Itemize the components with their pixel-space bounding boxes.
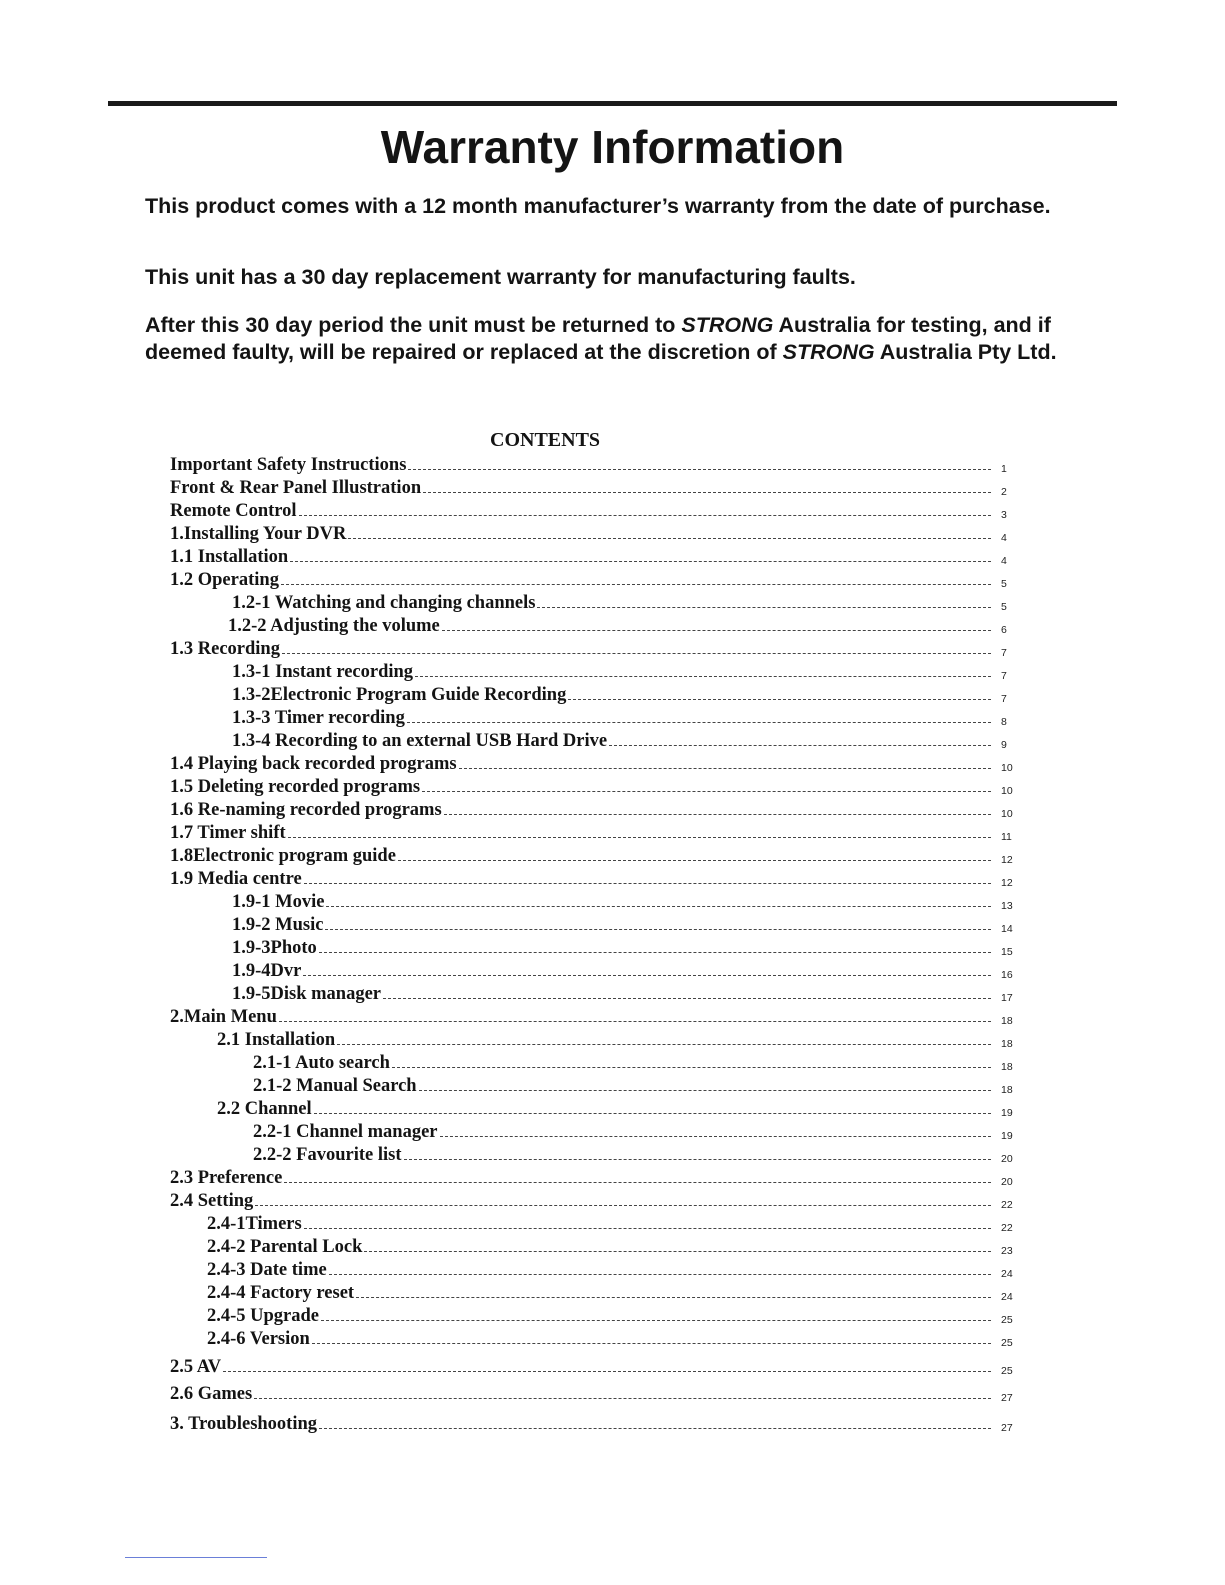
toc-entry[interactable] <box>170 500 1007 522</box>
toc-entry-label: 1.8Electronic program guide <box>170 846 396 866</box>
toc-page-number: 7 <box>1001 670 1007 682</box>
toc-page-number: 1 <box>1001 463 1007 475</box>
toc-dot-leader <box>314 1113 991 1114</box>
toc-page-number: 13 <box>1001 900 1013 912</box>
toc-entry-label: 2.2 Channel <box>217 1099 312 1119</box>
toc-entry-label: 1.3-2Electronic Program Guide Recording <box>232 685 567 705</box>
warranty-text: Australia for testing, and if deemed faulty, will be repaired or replaced at the discretion of <box>145 313 1051 364</box>
toc-entry-label: Important Safety Instructions <box>170 455 407 475</box>
toc-dot-leader <box>284 1182 991 1183</box>
toc-entry-label: 2.2-1 Channel manager <box>253 1122 438 1142</box>
toc-entry[interactable] <box>232 937 1013 959</box>
toc-entry[interactable] <box>207 1236 1013 1258</box>
toc-entry[interactable] <box>170 822 1012 844</box>
toc-page-number: 27 <box>1001 1422 1013 1434</box>
toc-dot-leader <box>326 906 991 907</box>
toc-entry[interactable] <box>170 845 1013 867</box>
warranty-text: Australia Pty Ltd. <box>874 340 1057 364</box>
toc-page-number: 17 <box>1001 992 1013 1004</box>
toc-dot-leader <box>364 1251 991 1252</box>
page-title: Warranty Information <box>380 121 845 173</box>
toc-entry-label: 2.4-3 Date time <box>207 1260 327 1280</box>
toc-page-number: 5 <box>1001 601 1007 613</box>
toc-page-number: 24 <box>1001 1291 1013 1303</box>
toc-page-number: 7 <box>1001 647 1007 659</box>
toc-page-number: 25 <box>1001 1365 1013 1377</box>
toc-entry[interactable] <box>170 1413 1013 1435</box>
toc-entry-label: 1.9-3Photo <box>232 938 317 958</box>
toc-entry-label: Front & Rear Panel Illustration <box>170 478 422 498</box>
warranty-paragraph-1: This product comes with a 12 month manufacturer’s warranty from the date of purchase. <box>145 194 1051 218</box>
toc-entry[interactable] <box>170 638 1007 660</box>
toc-page-number: 4 <box>1001 555 1007 567</box>
toc-entry[interactable] <box>253 1144 1013 1166</box>
toc-entry-label: 1.3-3 Timer recording <box>232 708 405 728</box>
toc-dot-leader <box>304 883 991 884</box>
toc-entry[interactable] <box>253 1121 1013 1143</box>
toc-dot-leader <box>419 1090 991 1091</box>
toc-page-number: 10 <box>1001 785 1013 797</box>
toc-entry-label: 2.1-1 Auto search <box>253 1053 390 1073</box>
toc-entry-label: 2.3 Preference <box>170 1168 283 1188</box>
toc-dot-leader <box>408 469 991 470</box>
toc-page-number: 5 <box>1001 578 1007 590</box>
toc-entry[interactable] <box>207 1259 1013 1281</box>
toc-entry[interactable] <box>170 477 1007 499</box>
toc-entry-label: 1.6 Re-naming recorded programs <box>170 800 442 820</box>
bottom-link-underline <box>125 1557 267 1558</box>
toc-dot-leader <box>537 607 991 608</box>
toc-dot-leader <box>568 699 991 700</box>
toc-entry-label: 1.7 Timer shift <box>170 823 286 843</box>
toc-dot-leader <box>329 1274 991 1275</box>
toc-entry[interactable] <box>232 592 1007 614</box>
toc-entry[interactable] <box>217 1029 1013 1051</box>
toc-entry[interactable] <box>232 684 1007 706</box>
toc-dot-leader <box>319 1428 991 1429</box>
toc-dot-leader <box>325 929 991 930</box>
toc-dot-leader <box>337 1044 991 1045</box>
toc-entry-label: 1.9-1 Movie <box>232 892 325 912</box>
top-divider <box>108 101 1117 106</box>
toc-page-number: 8 <box>1001 716 1007 728</box>
toc-page-number: 4 <box>1001 532 1007 544</box>
toc-page-number: 3 <box>1001 509 1007 521</box>
toc-entry-label: 2.1 Installation <box>217 1030 336 1050</box>
toc-entry[interactable] <box>253 1052 1013 1074</box>
toc-entry[interactable] <box>170 454 1007 476</box>
toc-dot-leader <box>290 561 991 562</box>
toc-dot-leader <box>440 1136 992 1137</box>
toc-page-number: 12 <box>1001 854 1013 866</box>
toc-dot-leader <box>442 630 991 631</box>
toc-entry-label: 2.6 Games <box>170 1384 253 1404</box>
toc-entry[interactable] <box>228 615 1007 637</box>
toc-page-number: 20 <box>1001 1176 1013 1188</box>
toc-page-number: 19 <box>1001 1130 1013 1142</box>
toc-page-number: 22 <box>1001 1222 1013 1234</box>
toc-dot-leader <box>392 1067 991 1068</box>
toc-entry-label: 2.4-5 Upgrade <box>207 1306 320 1326</box>
toc-entry-label: 2.4-1Timers <box>207 1214 302 1234</box>
toc-page-number: 18 <box>1001 1084 1013 1096</box>
toc-dot-leader <box>279 1021 991 1022</box>
toc-entry-label: 2.4-4 Factory reset <box>207 1283 355 1303</box>
toc-dot-leader <box>312 1343 991 1344</box>
toc-dot-leader <box>319 952 991 953</box>
brand-name: STRONG <box>681 313 774 337</box>
toc-page-number: 19 <box>1001 1107 1013 1119</box>
toc-entry[interactable] <box>207 1305 1013 1327</box>
toc-entry[interactable] <box>170 1190 1013 1212</box>
toc-entry-label: 1.2-1 Watching and changing channels <box>232 593 536 613</box>
toc-entry[interactable] <box>170 799 1013 821</box>
toc-entry[interactable] <box>170 753 1013 775</box>
toc-page-number: 10 <box>1001 808 1013 820</box>
toc-dot-leader <box>383 998 991 999</box>
toc-entry[interactable] <box>207 1282 1013 1304</box>
toc-dot-leader <box>609 745 991 746</box>
toc-entry-label: 1.4 Playing back recorded programs <box>170 754 457 774</box>
toc-dot-leader <box>422 791 991 792</box>
toc-entry[interactable] <box>207 1213 1013 1235</box>
toc-dot-leader <box>321 1320 991 1321</box>
toc-page-number: 10 <box>1001 762 1013 774</box>
toc-entry-label: Remote Control <box>170 501 297 521</box>
contents-heading: CONTENTS <box>490 429 601 451</box>
warranty-paragraph-2: This unit has a 30 day replacement warranty for manufacturing faults. <box>145 265 856 289</box>
toc-entry-label: 1.2-2 Adjusting the volume <box>228 616 440 636</box>
toc-dot-leader <box>404 1159 992 1160</box>
toc-entry-label: 1.9-2 Music <box>232 915 324 935</box>
toc-entry-label: 2.Main Menu <box>170 1007 277 1027</box>
toc-page-number: 22 <box>1001 1199 1013 1211</box>
toc-page-number: 6 <box>1001 624 1007 636</box>
toc-dot-leader <box>407 722 991 723</box>
toc-dot-leader <box>299 515 991 516</box>
warranty-text: After this 30 day period the unit must be returned to <box>145 313 682 337</box>
toc-entry-label: 1.2 Operating <box>170 570 279 590</box>
toc-entry[interactable] <box>170 1356 1013 1378</box>
toc-page-number: 14 <box>1001 923 1013 935</box>
toc-entry[interactable] <box>217 1098 1013 1120</box>
toc-page-number: 18 <box>1001 1015 1013 1027</box>
toc-page-number: 18 <box>1001 1061 1013 1073</box>
toc-entry-label: 3. Troubleshooting <box>170 1414 318 1434</box>
toc-entry-label: 1.1 Installation <box>170 547 289 567</box>
toc-dot-leader <box>459 768 991 769</box>
toc-dot-leader <box>282 653 991 654</box>
toc-entry[interactable] <box>170 1006 1013 1028</box>
toc-entry[interactable] <box>170 546 1007 568</box>
toc-dot-leader <box>254 1398 991 1399</box>
toc-entry-label: 1.9-5Disk manager <box>232 984 382 1004</box>
toc-dot-leader <box>415 676 991 677</box>
toc-page-number: 18 <box>1001 1038 1013 1050</box>
toc-entry-label: 1.9-4Dvr <box>232 961 302 981</box>
toc-entry[interactable] <box>232 914 1013 936</box>
toc-entry[interactable] <box>170 776 1013 798</box>
toc-page-number: 12 <box>1001 877 1013 889</box>
toc-dot-leader <box>444 814 991 815</box>
toc-page-number: 15 <box>1001 946 1013 958</box>
toc-entry-label: 1.5 Deleting recorded programs <box>170 777 421 797</box>
toc-entry[interactable] <box>170 523 1007 545</box>
toc-dot-leader <box>281 584 991 585</box>
toc-page-number: 25 <box>1001 1337 1013 1349</box>
toc-dot-leader <box>303 975 991 976</box>
toc-dot-leader <box>304 1228 991 1229</box>
toc-dot-leader <box>356 1297 991 1298</box>
toc-entry[interactable] <box>232 707 1007 729</box>
toc-entry-label: 2.2-2 Favourite list <box>253 1145 402 1165</box>
toc-entry[interactable] <box>207 1328 1013 1350</box>
toc-entry-label: 2.4 Setting <box>170 1191 254 1211</box>
toc-entry[interactable] <box>232 983 1013 1005</box>
toc-page-number: 2 <box>1001 486 1007 498</box>
toc-entry[interactable] <box>232 960 1013 982</box>
toc-page-number: 9 <box>1001 739 1007 751</box>
brand-name: STRONG <box>782 340 875 364</box>
toc-page-number: 16 <box>1001 969 1013 981</box>
toc-page-number: 24 <box>1001 1268 1013 1280</box>
toc-page-number: 20 <box>1001 1153 1013 1165</box>
toc-entry-label: 2.1-2 Manual Search <box>253 1076 417 1096</box>
toc-dot-leader <box>223 1371 991 1372</box>
toc-page-number: 25 <box>1001 1314 1013 1326</box>
toc-dot-leader <box>423 492 991 493</box>
toc-dot-leader <box>398 860 991 861</box>
toc-entry-label: 2.4-6 Version <box>207 1329 310 1349</box>
toc-entry-label: 1.3-4 Recording to an external USB Hard Drive <box>232 731 608 751</box>
toc-entry-label: 1.Installing Your DVR <box>170 524 347 544</box>
toc-dot-leader <box>255 1205 991 1206</box>
toc-entry[interactable] <box>170 569 1007 591</box>
toc-entry-label: 2.5 AV <box>170 1357 222 1377</box>
toc-dot-leader <box>348 538 991 539</box>
toc-entry-label: 2.4-2 Parental Lock <box>207 1237 363 1257</box>
toc-entry[interactable] <box>170 868 1013 890</box>
toc-page-number: 7 <box>1001 693 1007 705</box>
toc-dot-leader <box>288 837 991 838</box>
toc-entry[interactable] <box>253 1075 1013 1097</box>
toc-entry[interactable] <box>170 1167 1013 1189</box>
toc-entry-label: 1.3 Recording <box>170 639 280 659</box>
warranty-paragraph-3 <box>145 312 1085 366</box>
toc-page-number: 23 <box>1001 1245 1013 1257</box>
toc-entry-label: 1.3-1 Instant recording <box>232 662 414 682</box>
toc-page-number: 11 <box>1001 831 1012 843</box>
toc-entry-label: 1.9 Media centre <box>170 869 302 889</box>
toc-entry[interactable] <box>232 661 1007 683</box>
toc-entry[interactable] <box>232 730 1007 752</box>
toc-entry[interactable] <box>232 891 1013 913</box>
toc-entry[interactable] <box>170 1383 1013 1405</box>
toc-page-number: 27 <box>1001 1392 1013 1404</box>
